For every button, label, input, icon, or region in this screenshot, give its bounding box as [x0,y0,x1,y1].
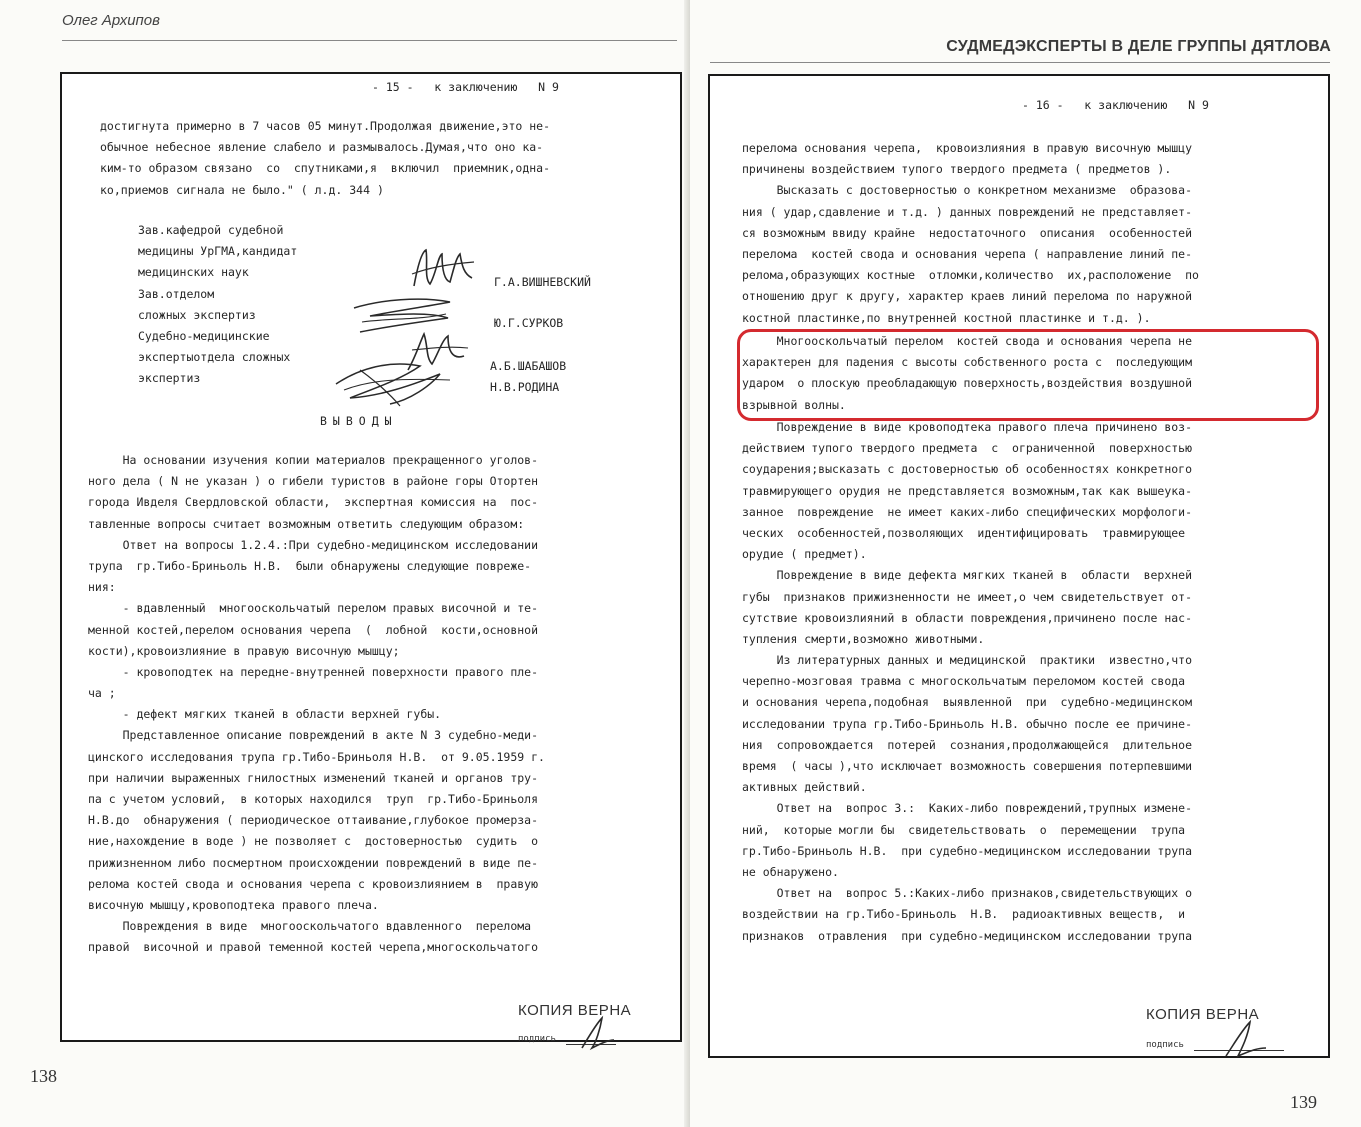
left-running-head: Олег Архипов [62,12,160,29]
text-line: губы признаков прижизненности не имеет,о чем свидетельствует от- [742,589,1193,604]
text-line: медицинских наук [138,265,249,280]
text-line: орудие ( предмет). [742,547,867,562]
text-line: гр.Тибо-Бриньоль Н.В. при судебно-медицинском исследовании трупа [742,843,1193,858]
conclusions-heading: ВЫВОДЫ [320,414,398,428]
right-stamp-signature-icon [1222,1018,1268,1062]
text-line: сложных экспертиз [138,307,256,322]
text-line: кости),кровоизлияние в правую височную мышцу; [88,643,400,658]
text-line: ким-то образом связано со спутниками,я включил приемник,одна- [100,161,551,176]
text-line: черепно-мозговая травма с многоскольчатым переломом костей свода [742,674,1186,689]
left-copy-stamp: КОПИЯ ВЕРНА [518,1002,632,1019]
text-line: медицины УрГМА,кандидат [138,244,298,259]
text-line: трупа гр.Тибо-Бриньоль Н.В. были обнаружены следующие повреже- [88,558,532,573]
text-line: правой височной и правой теменной костей черепа,многоскольчатого [88,940,539,955]
left-stamp-signature-icon [578,1014,618,1054]
text-line: - кровоподтек на передне-внутренней поверхности правого пле- [88,664,539,679]
text-line: достигнута примерно в 7 часов 05 минут.Продолжая движение,это не- [100,119,551,133]
text-line: костной пластинке,по внутренней костной пластинке и т.д. ). [742,310,1151,325]
left-page-number: 138 [30,1066,57,1086]
text-line: тавленные вопросы считает возможным ответить следующим образом: [88,516,525,531]
text-line: Многооскольчатый перелом костей свода и основания черепа не [742,334,1193,348]
right-body-before [742,138,1199,329]
text-line: отношению друг к другу, характер краев линий перелома по наружной [742,289,1193,304]
signatory-name-1: Г.А.ВИШНЕВСКИЙ [494,275,591,289]
right-running-head: СУДМЕДЭКСПЕРТЫ В ДЕЛЕ ГРУППЫ ДЯТЛОВА [946,38,1331,55]
highlighted-paragraph [742,331,1192,416]
signatory-name-4: Н.В.РОДИНА [490,380,560,394]
signature-vishnevsky-icon [408,244,478,294]
text-line: ного дела ( N не указан ) о гибели туристов в районе горы Отортен [88,474,539,489]
text-line: сутствие кровоизлияний в области повреждения,причинено после нас- [742,610,1193,625]
text-line: ния сопровождается потерей сознания,продолжающейся длительное [742,737,1193,752]
text-line: ческих особенностей,позволяющих идентифицировать травмирующее [742,525,1186,540]
text-line: время ( часы ),что исключает возможность совершения потерпевшими [742,759,1193,773]
text-line: экспертиз [138,371,201,386]
text-line: экспертыотдела сложных [138,350,291,365]
text-line: - дефект мягких тканей в области верхней губы. [88,707,442,722]
text-line: Н.В.до обнаружения ( периодическое оттаивание,глубокое промерза- [88,813,539,828]
text-line: исследовании трупа гр.Тибо-Бриньоль Н.В. обычно после ее причине- [742,716,1193,731]
text-line: действием тупого твердого предмета с ограниченной поверхностью [742,441,1193,456]
right-doc-header: - 16 - к заключению N 9 [1022,98,1209,112]
text-line: ние,нахождение в воде ) не позволяет с достоверностью судить о [88,834,539,849]
left-body-main [88,450,545,959]
text-line: признаков отравления при судебно-медицинском исследовании трупа [742,928,1193,943]
right-copy-stamp: КОПИЯ ВЕРНА [1146,1006,1260,1023]
text-line: активных действий. [742,780,867,795]
text-line: ко,приемов сигнала не было." ( л.д. 344 ) [100,182,384,197]
text-line: Из литературных данных и медицинской практики известно,что [742,653,1193,668]
right-header-rule [710,62,1330,63]
right-signature-label: подпись [1146,1040,1184,1050]
signatory-name-3: А.Б.ШАБАШОВ [490,359,567,373]
text-line: соударения;высказать с достоверностью об особенностях конкретного [742,462,1193,477]
text-line: цинского исследования трупа гр.Тибо-Бриньоля Н.В. от 9.05.1959 г. [88,749,545,764]
text-line: релома,образующих костные отломки,количество их,расположение по [742,268,1199,283]
text-line: Представленное описание повреждений в акте N 3 судебно-меди- [88,728,539,743]
left-header-rule [62,40,677,41]
text-line: Повреждения в виде многооскольчатого вдавленного перелома [88,919,532,934]
text-line: характерен для падения с высоты собственного роста с последующим [742,355,1193,370]
text-line: тупления смерти,возможно животными. [742,631,985,646]
text-line: Зав.отделом [138,286,215,301]
text-line: На основании изучения копии материалов прекращенного уголов- [88,453,539,467]
text-line: ния ( удар,сдавление и т.д. ) данных повреждений не представляет- [742,204,1193,219]
text-line: занное повреждение не имеет каких-либо специфических морфологи- [742,504,1193,519]
text-line: и основания черепа,подобная выявленной при судебно-медицинском [742,695,1193,710]
text-line: Ответ на вопрос 5.:Каких-либо признаков,свидетельствующих о [742,886,1193,901]
text-line: причинены воздействием тупого твердого предмета ( предметов ). [742,162,1172,177]
text-line: ния: [88,580,116,595]
left-doc-header: - 15 - к заключению N 9 [372,80,559,94]
text-line: височную мышцу,кровоподтека правого плеча. [88,897,379,912]
text-line: ний, которые могли бы свидетельствовать о перемещении трупа [742,822,1186,837]
text-line: - вдавленный многооскольчатый перелом правых височной и те- [88,601,539,616]
text-line: при наличии выраженных гнилостных изменений тканей и органов тру- [88,770,539,785]
text-line: Повреждение в виде дефекта мягких тканей в области верхней [742,568,1193,583]
text-line: Ответ на вопросы 1.2.4.:При судебно-медицинском исследовании [88,537,539,552]
text-line: города Ивделя Свердловской области, экспертная комиссия на пос- [88,495,539,510]
signatories-positions [138,220,297,390]
text-line: ся возможным ввиду крайне недостаточного описания особенностей [742,225,1193,240]
right-body-after [742,417,1192,947]
text-line: па с учетом условий, в которых находился труп гр.Тибо-Бриньоля [88,792,539,806]
left-signature-label: подпись [518,1034,556,1044]
text-line: Зав.кафедрой судебной [138,223,284,237]
text-line: взрывной волны. [742,397,846,412]
text-line: ударом о плоскую преобладающую поверхность,воздействия воздушной [742,376,1193,391]
text-line: прижизненном либо посмертном происхождении повреждений в виде пе- [88,855,539,870]
text-line: Судебно-медицинские [138,328,270,343]
signatory-name-2: Ю.Г.СУРКОВ [494,316,564,330]
text-line: релома костей свода и основания черепа с кровоизлиянием в правую [88,876,539,891]
text-line: Высказать с достоверностью о конкретном механизме образова- [742,183,1193,198]
text-line: перелома костей свода и основания черепа ( направление линий пе- [742,246,1193,261]
text-line: перелома основания черепа, кровоизлияния в правую височную мышцу [742,141,1193,155]
text-line: ча ; [88,686,116,701]
text-line: Повреждение в виде кровоподтека правого плеча причинено воз- [742,420,1193,434]
text-line: воздействии на гр.Тибо-Бриньоль Н.В. радиоактивных веществ, и [742,907,1186,922]
text-line: менной костей,перелом основания черепа ( лобной кости,основной [88,622,539,637]
text-line: обычное небесное явление слабело и размывалось.Думая,что оно ка- [100,140,544,155]
text-line: Ответ на вопрос 3.: Каких-либо повреждений,трупных измене- [742,801,1193,816]
text-line: не обнаружено. [742,864,839,879]
right-page-number: 139 [1290,1092,1317,1112]
text-line: травмирующего орудия не представляется возможным,так как вышеука- [742,483,1193,498]
left-body-top [100,116,550,201]
signature-rodina-icon [330,350,460,410]
